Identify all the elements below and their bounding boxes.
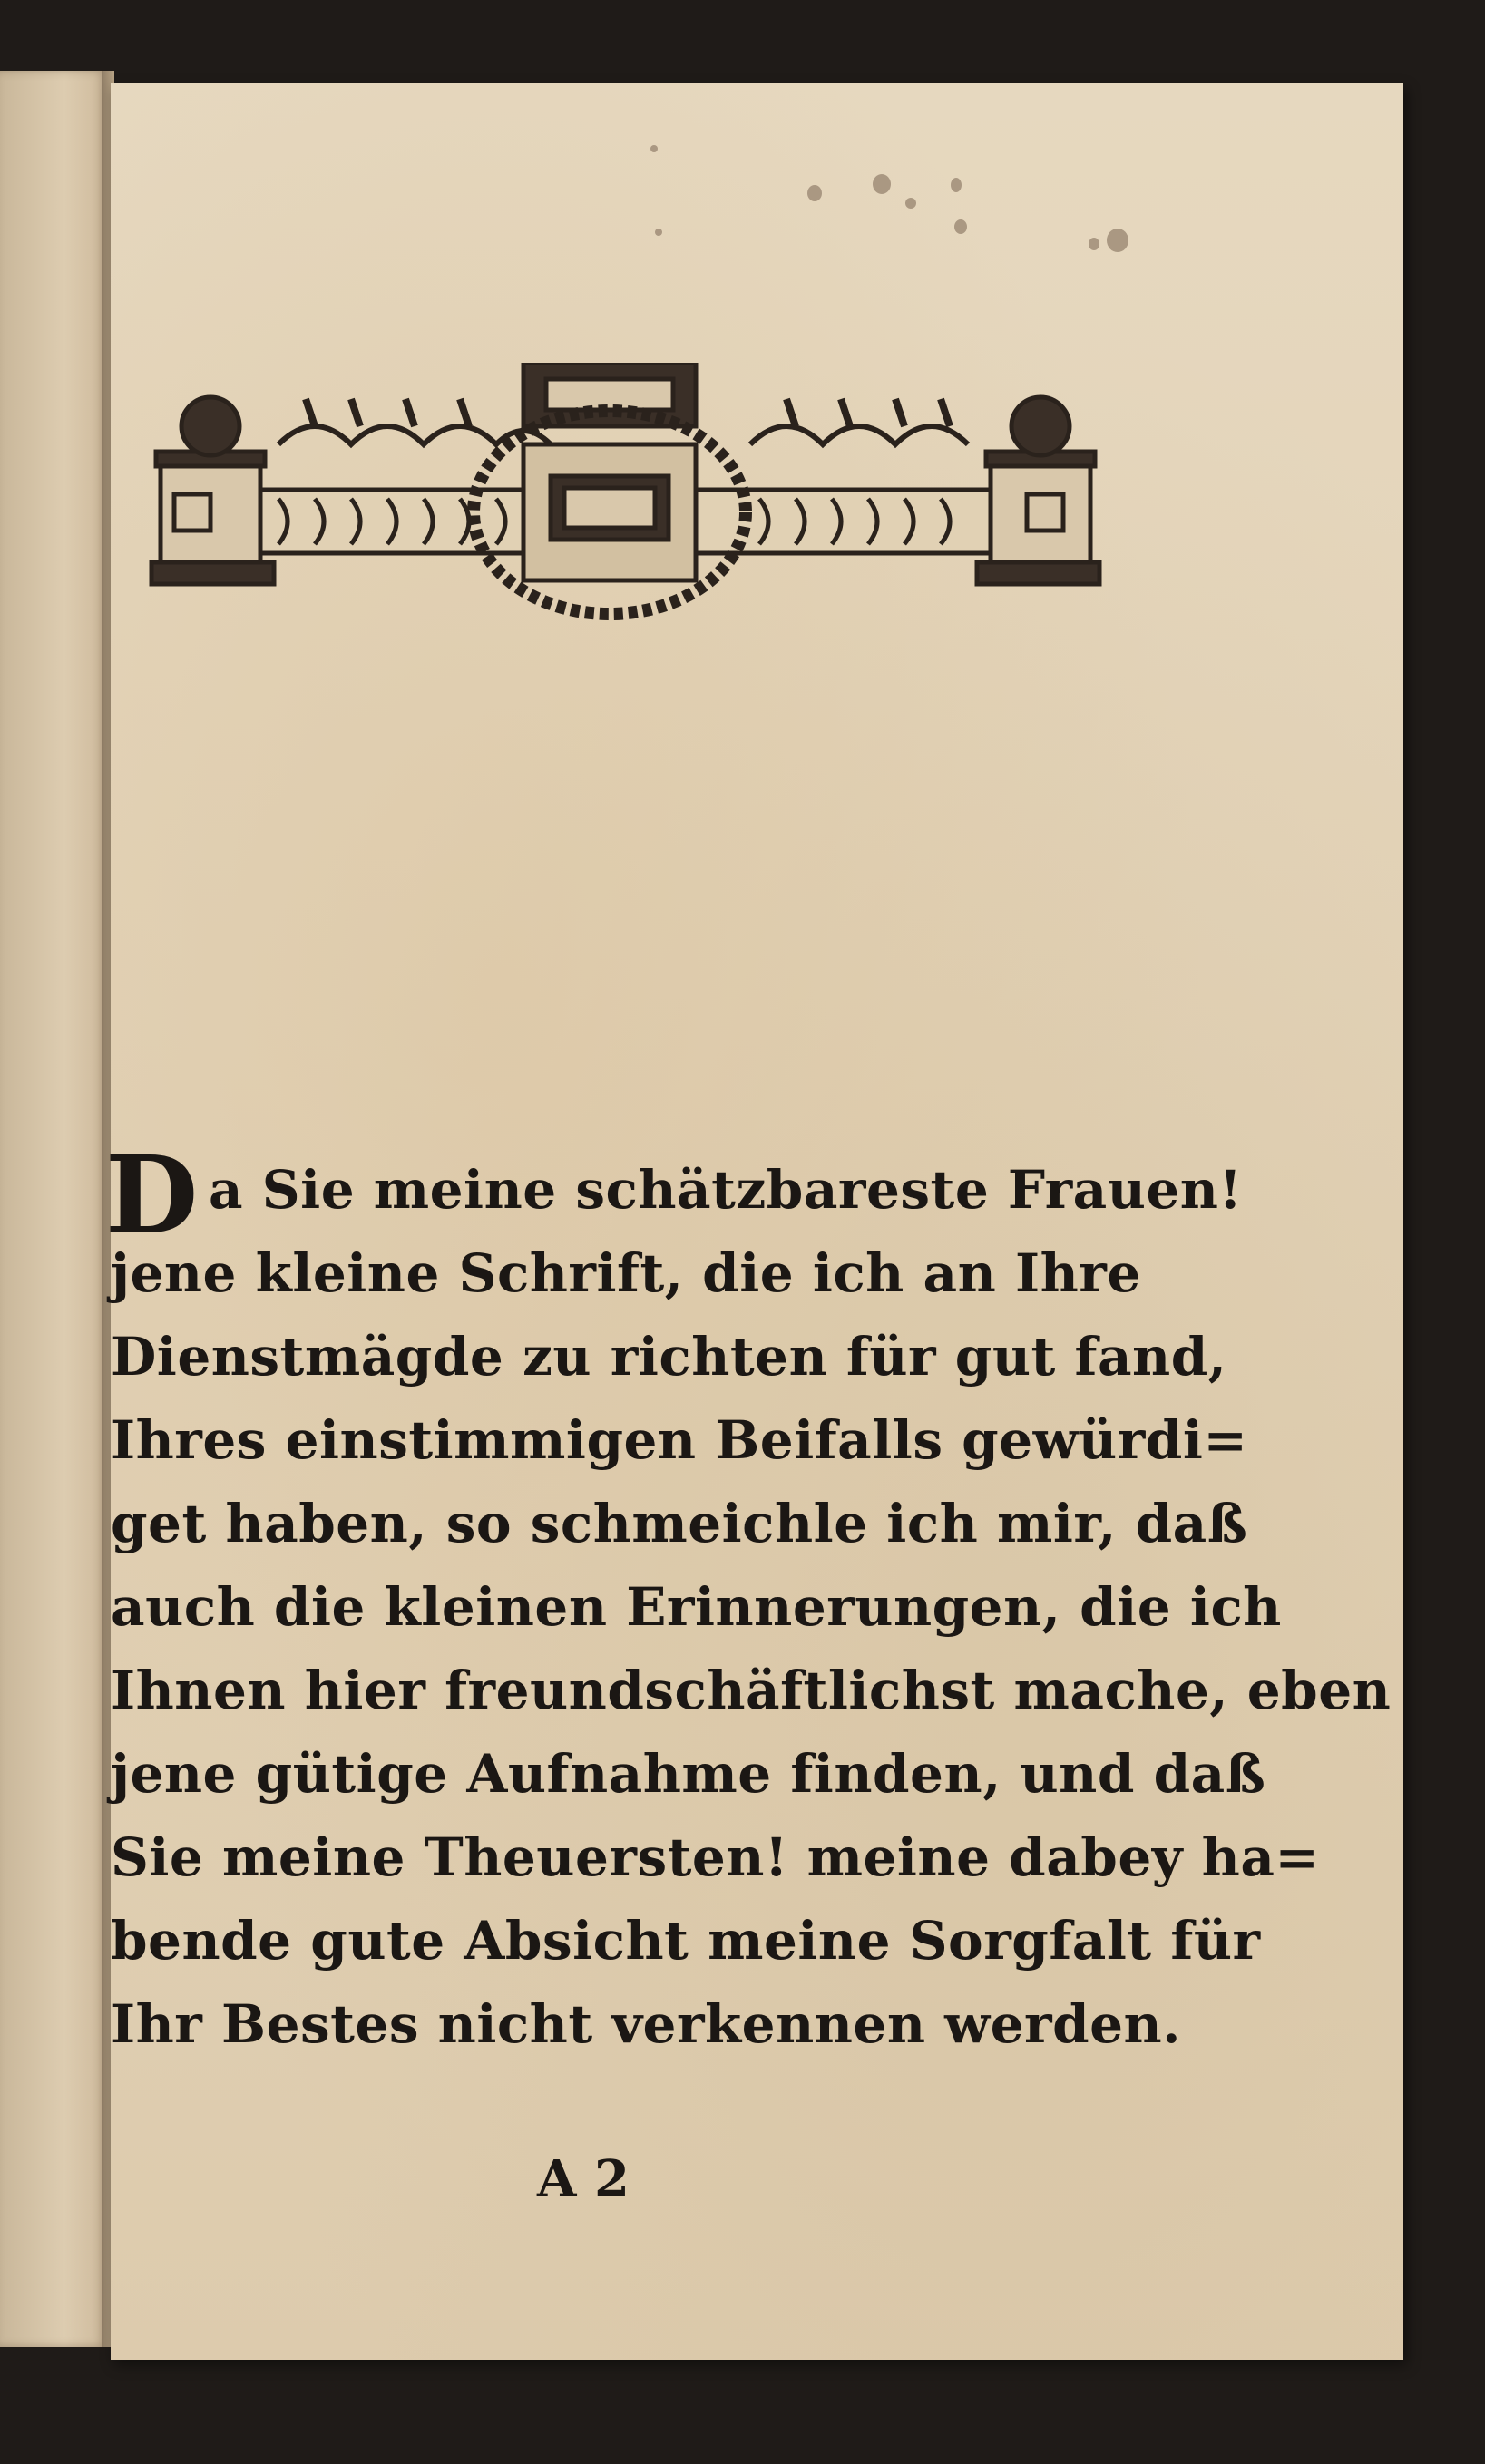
text-line: bende gute Absicht meine Sorgfalt für bbox=[111, 1910, 1261, 1972]
text-line: jene gütige Aufnahme finden, und daß bbox=[111, 1743, 1266, 1805]
text-line: auch die kleinen Erinnerungen, die ich bbox=[111, 1576, 1282, 1638]
ink-spot bbox=[655, 229, 662, 236]
ink-spot bbox=[873, 174, 891, 194]
previous-page-edge bbox=[0, 71, 107, 2347]
ink-spot bbox=[951, 178, 962, 192]
ink-spot bbox=[1089, 238, 1099, 250]
ink-spot bbox=[905, 198, 916, 209]
text-line: Dienstmägde zu richten für gut fand, bbox=[111, 1326, 1227, 1388]
signature-mark: A 2 bbox=[537, 2149, 630, 2209]
ink-spot bbox=[954, 219, 967, 234]
ink-spot bbox=[650, 145, 658, 152]
ink-spot bbox=[807, 185, 822, 201]
text-line: Ihres einstimmigen Beifalls gewürdi= bbox=[111, 1409, 1248, 1471]
book-page bbox=[105, 83, 1403, 2360]
text-line: get haben, so schmeichle ich mir, daß bbox=[111, 1493, 1248, 1554]
text-line: jene kleine Schrift, die ich an Ihre bbox=[111, 1242, 1141, 1304]
headpiece-ornament bbox=[133, 363, 1118, 626]
text-line: Ihnen hier freundschäftlichst mache, eben bbox=[111, 1660, 1392, 1721]
text-line: a Sie meine schätzbareste Frauen! bbox=[209, 1159, 1243, 1221]
drop-cap: D bbox=[105, 1132, 199, 1258]
ink-spot bbox=[1107, 229, 1128, 252]
text-line: Ihr Bestes nicht verkennen werden. bbox=[111, 1993, 1181, 2055]
text-line: Sie meine Theuersten! meine dabey ha= bbox=[111, 1826, 1320, 1888]
